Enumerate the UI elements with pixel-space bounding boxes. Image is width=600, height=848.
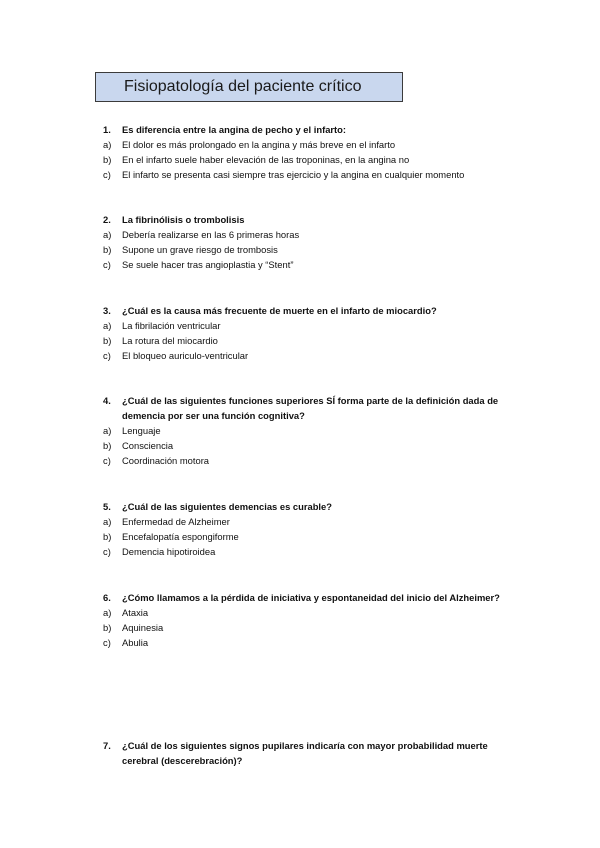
option-letter: c): [103, 455, 111, 466]
question-text: ¿Cuál de las siguientes demencias es curable?: [122, 501, 332, 512]
option-letter: b): [103, 531, 112, 542]
option-letter: b): [103, 622, 112, 633]
question-2: [0, 212, 600, 272]
option-c: [0, 635, 600, 650]
option-letter: a): [103, 425, 112, 436]
question-1: [0, 122, 600, 182]
option-a: [0, 514, 600, 529]
option-text: El dolor es más prolongado en la angina y más breve en el infarto: [122, 139, 396, 150]
question-text: ¿Cuál es la causa más frecuente de muerte en el infarto de miocardio?: [122, 305, 437, 316]
option-text: Lenguaje: [122, 425, 161, 436]
option-letter: a): [103, 607, 112, 618]
option-text: El bloqueo auriculo-ventricular: [122, 350, 249, 361]
option-a: [0, 227, 600, 242]
option-text: Demencia hipotiroidea: [122, 546, 216, 557]
question-6: [0, 590, 600, 650]
option-a: [0, 318, 600, 333]
option-text: Coordinación motora: [122, 455, 210, 466]
question-number: 1.: [103, 124, 111, 135]
option-letter: b): [103, 335, 112, 346]
question-4: [0, 393, 600, 468]
option-text: Aquinesia: [122, 622, 164, 633]
option-c: [0, 544, 600, 559]
option-text: Consciencia: [122, 440, 174, 451]
question-number: 6.: [103, 592, 111, 603]
option-letter: b): [103, 440, 112, 451]
question-number: 3.: [103, 305, 111, 316]
option-text: La rotura del miocardio: [122, 335, 218, 346]
option-letter: c): [103, 350, 111, 361]
option-c: [0, 348, 600, 363]
option-text: Enfermedad de Alzheimer: [122, 516, 230, 527]
option-letter: c): [103, 169, 111, 180]
option-text: Debería realizarse en las 6 primeras horas: [122, 229, 300, 240]
option-letter: a): [103, 229, 112, 240]
question-number: 5.: [103, 501, 111, 512]
option-text: La fibrilación ventricular: [122, 320, 221, 331]
question-text: La fibrinólisis o trombolisis: [122, 214, 245, 225]
option-text: Encefalopatía espongiforme: [122, 531, 239, 542]
option-c: [0, 257, 600, 272]
option-text: Supone un grave riesgo de trombosis: [122, 244, 278, 255]
option-b: [0, 620, 600, 635]
option-b: [0, 152, 600, 167]
question-number: 7.: [103, 740, 111, 751]
question-7: [0, 738, 600, 768]
question-text: ¿Cuál de los siguientes signos pupilares indicaría con mayor probabilidad muerte cerebral (descerebración)?: [122, 740, 488, 766]
option-letter: a): [103, 320, 112, 331]
option-letter: c): [103, 546, 111, 557]
option-text: Ataxia: [122, 607, 149, 618]
option-b: [0, 529, 600, 544]
option-a: [0, 423, 600, 438]
question-number: 4.: [103, 395, 111, 406]
question-text: Es diferencia entre la angina de pecho y el infarto:: [122, 124, 347, 135]
option-letter: a): [103, 516, 112, 527]
question-text: ¿Cómo llamamos a la pérdida de iniciativa y espontaneidad del inicio del Alzheimer?: [122, 592, 500, 603]
document-title: Fisiopatología del paciente crítico: [95, 72, 403, 102]
option-b: [0, 438, 600, 453]
option-text: En el infarto suele haber elevación de las troponinas, en la angina no: [122, 154, 410, 165]
question-text: ¿Cuál de las siguientes funciones superiores SÍ forma parte de la definición dada de demencia por ser una función cognitiva?: [122, 395, 499, 421]
question-number: 2.: [103, 214, 111, 225]
option-text: El infarto se presenta casi siempre tras ejercicio y la angina en cualquier momento: [122, 169, 465, 180]
option-text: Se suele hacer tras angioplastia y “Stent”: [122, 259, 294, 270]
option-a: [0, 605, 600, 620]
option-letter: b): [103, 244, 112, 255]
option-c: [0, 453, 600, 468]
option-letter: c): [103, 637, 111, 648]
option-b: [0, 242, 600, 257]
option-text: Abulia: [122, 637, 149, 648]
question-5: [0, 499, 600, 559]
option-b: [0, 333, 600, 348]
option-c: [0, 167, 600, 182]
option-letter: b): [103, 154, 112, 165]
option-a: [0, 137, 600, 152]
option-letter: a): [103, 139, 112, 150]
question-3: [0, 303, 600, 363]
option-letter: c): [103, 259, 111, 270]
